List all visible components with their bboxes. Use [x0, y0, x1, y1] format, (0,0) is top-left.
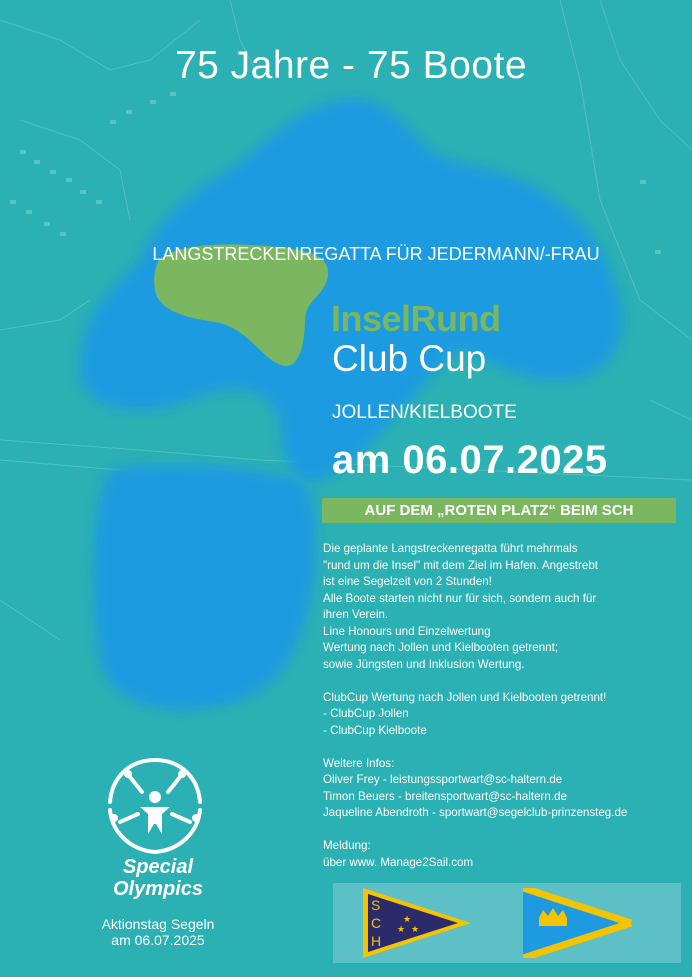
boat-classes: JOLLEN/KIELBOOTE — [332, 402, 517, 423]
svg-text:★: ★ — [397, 924, 406, 934]
special-olympics-sub1: Aktionstag Segeln — [101, 916, 215, 932]
description-line: Line Honours und Einzelwertung — [323, 624, 491, 638]
clubcup-line: ClubCup Wertung nach Jollen und Kielbooten getrennt! — [323, 690, 607, 704]
clubcup-line: - ClubCup Kielboote — [323, 723, 427, 737]
svg-text:★: ★ — [403, 914, 412, 924]
sch-letter-h: H — [371, 933, 382, 949]
infos-heading: Weitere Infos: — [323, 756, 395, 770]
description-line: Alle Boote starten nicht nur für sich, sondern auch für — [323, 591, 597, 605]
contact-line[interactable]: Oliver Frey - leistungssportwart@sc-haltern.de — [323, 773, 563, 786]
special-olympics-logo-icon — [90, 752, 220, 862]
description-line: "rund um die Insel" mit dem Ziel im Hafen. Angestrebt — [323, 558, 599, 572]
description-line: Die geplante Langstreckenregatta führt mehrmals — [323, 542, 578, 555]
description-line: Wertung nach Jollen und Kielbooten getrennt; — [323, 641, 559, 654]
sch-letter-s: S — [371, 897, 381, 913]
sch-letter-c: C — [371, 915, 382, 931]
event-details — [323, 541, 692, 871]
contact-line[interactable]: Timon Beuers - breitensportwart@sc-haltern.de — [323, 789, 567, 803]
brand-name: InselRund — [331, 298, 501, 339]
sch-burgee-icon — [363, 888, 473, 958]
clubcup-line: - ClubCup Jollen — [323, 707, 409, 720]
special-olympics-line1: Special — [122, 856, 194, 878]
registration-link[interactable]: über www. Manage2Sail.com — [323, 855, 474, 869]
special-olympics-line2: Olympics — [112, 878, 204, 900]
location-banner: AUF DEM „ROTEN PLATZ“ BEIM SCH — [322, 498, 676, 523]
event-name: Club Cup — [332, 338, 487, 379]
description-line: ihren Verein. — [323, 608, 389, 621]
registration-heading: Meldung: — [323, 839, 371, 852]
svg-text:★: ★ — [411, 924, 420, 934]
prinzensteg-burgee-icon — [523, 888, 633, 958]
description-line: ist eine Segelzeit von 2 Stunden! — [323, 575, 492, 588]
poster-title: 75 Jahre - 75 Boote — [174, 44, 528, 87]
contact-line[interactable]: Jaqueline Abendroth - sportwart@segelclub-prinzensteg.de — [323, 806, 628, 819]
special-olympics-sub2: am 06.07.2025 — [111, 932, 205, 948]
event-date: am 06.07.2025 — [332, 438, 608, 482]
description-line: sowie Jüngsten und Inklusion Wertung. — [323, 657, 525, 671]
special-olympics-wordmark — [0, 856, 316, 900]
special-olympics-caption — [0, 916, 316, 948]
club-flags-panel — [333, 883, 681, 963]
event-subtitle: LANGSTRECKENREGATTA FÜR JEDERMANN/-FRAU — [152, 244, 600, 264]
